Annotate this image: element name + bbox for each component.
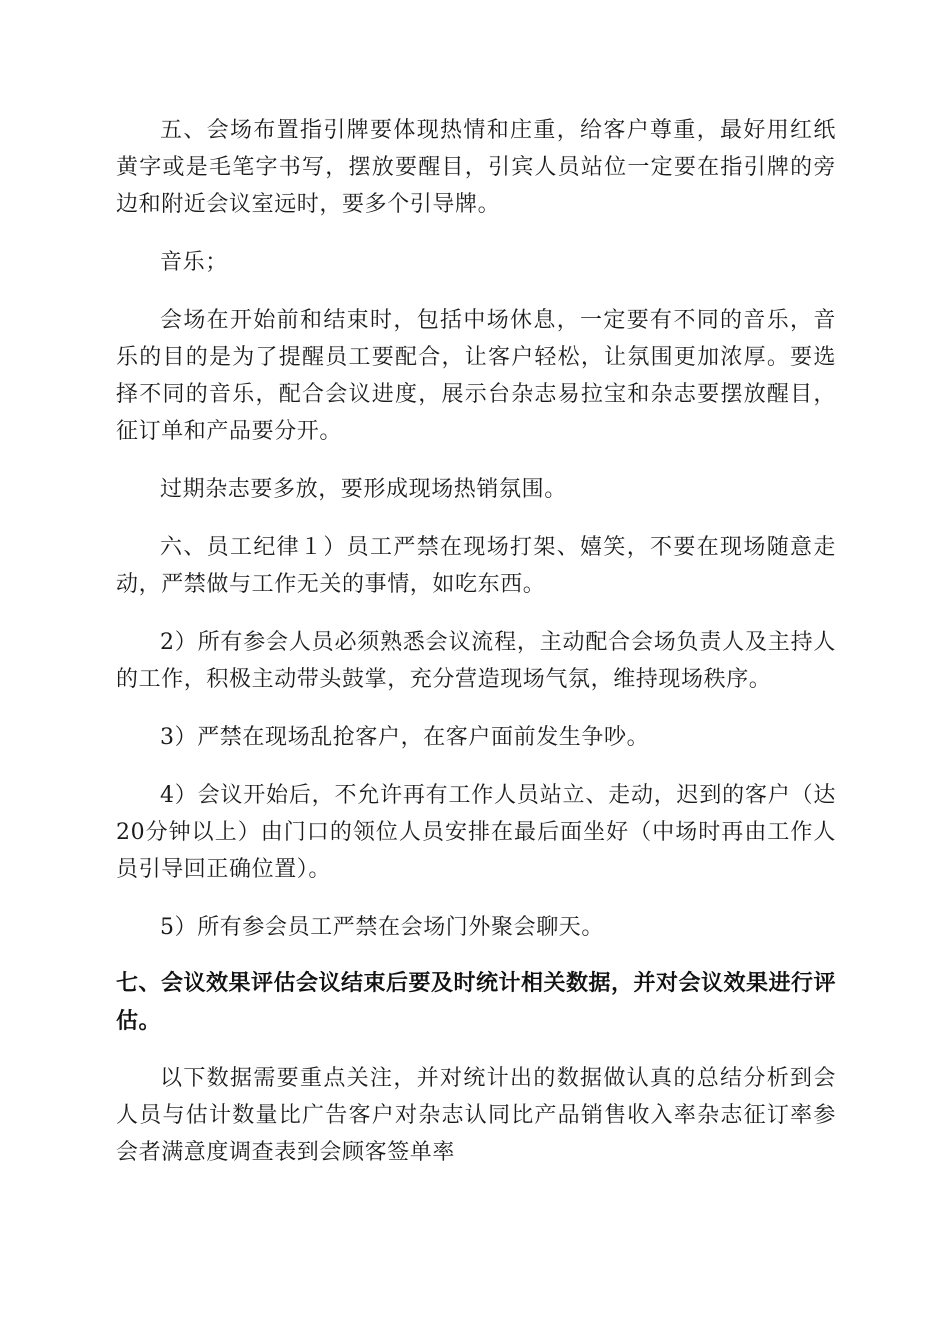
paragraph-staff-discipline-3: 3）严禁在现场乱抢客户，在客户面前发生争吵。 [160, 725, 650, 750]
paragraph-staff-discipline-5: 5）所有参会员工严禁在会场门外聚会聊天。 [160, 915, 604, 940]
paragraph-music-details: 会场在开始前和结束时，包括中场休息，一定要有不同的音乐，音乐的目的是为了提醒员工要配合，让客户轻松，让氛围更加浓厚。要选择不同的音乐，配合会议进度，展示台杂志易拉宝和杂志要摆放醒目，征订单和产品要分开。 [116, 308, 836, 444]
paragraph-expired-magazines: 过期杂志要多放，要形成现场热销氛围。 [160, 477, 567, 502]
section-heading-evaluation: 七、会议效果评估会议结束后要及时统计相关数据，并对会议效果进行评估。 [116, 971, 837, 1034]
paragraph-key-metrics: 以下数据需要重点关注，并对统计出的数据做认真的总结分析到会人员与估计数量比广告客户对杂志认同比产品销售收入率杂志征订率参会者满意度调查表到会顾客签单率 [116, 1066, 836, 1165]
document-page [116, 112, 836, 1192]
paragraph-staff-discipline-4: 4）会议开始后，不允许再有工作人员站立、走动，迟到的客户（达20分钟以上）由门口的领位人员安排在最后面坐好（中场时再由工作人员引导回正确位置）。 [116, 783, 836, 882]
paragraph-staff-discipline-1: 六、员工纪律１）员工严禁在现场打架、嬉笑，不要在现场随意走动，严禁做与工作无关的事情，如吃东西。 [116, 535, 836, 597]
paragraph-music-label: 音乐； [160, 250, 228, 275]
paragraph-venue-signage: 五、会场布置指引牌要体现热情和庄重，给客户尊重，最好用红纸黄字或是毛笔字书写，摆放要醒目，引宾人员站位一定要在指引牌的旁边和附近会议室远时，要多个引导牌。 [116, 118, 836, 217]
paragraph-staff-discipline-2: 2）所有参会人员必须熟悉会议流程，主动配合会场负责人及主持人的工作，积极主动带头鼓掌，充分营造现场气氛，维持现场秩序。 [116, 630, 836, 692]
